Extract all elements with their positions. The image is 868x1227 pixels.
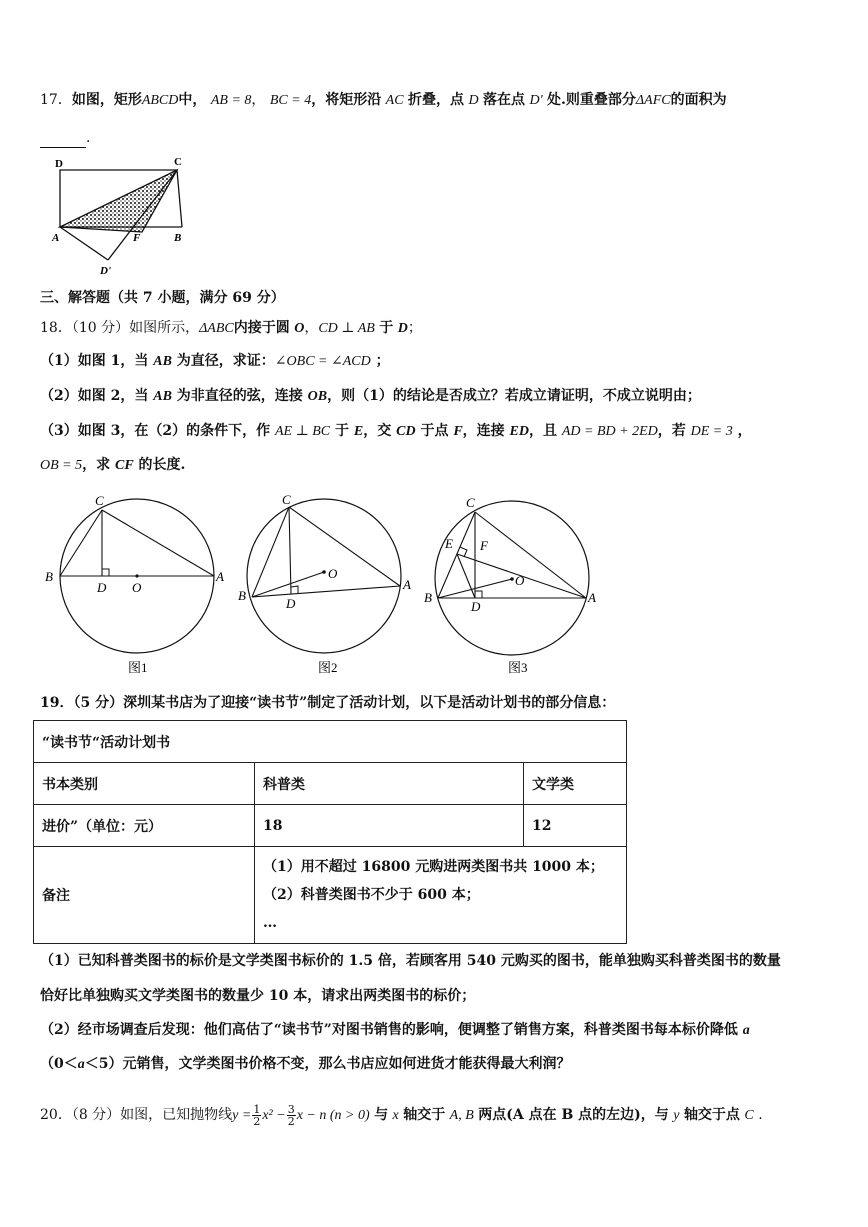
- svg-text:C: C: [466, 495, 475, 510]
- chord-ca: [289, 507, 400, 586]
- q20-text: 20．（8 分）如图，已知抛物线y = $\frac{1}{2}$ x² − $\frac{3}{2}$ x − n (n > 0) 与 x 轴交于 A, B 两点(A 点在 B 点的左边)，与 y 轴交于点 C .: [40, 1102, 763, 1128]
- segment-ed: [457, 554, 475, 598]
- fraction-three-halves: $\frac{3}{2}$: [287, 1102, 295, 1128]
- q19-part1-line2: 恰好比单独购买文学类图书的数量少 10 本，请求出两类图书的标价；: [40, 988, 476, 1004]
- q18-figure-3: [420, 490, 610, 680]
- label-C: C: [174, 156, 182, 168]
- svg-text:A: A: [588, 590, 596, 605]
- q17-answer-blank: [40, 133, 86, 148]
- caption-fig3: 图3: [508, 660, 528, 675]
- label-Dprime: D': [100, 265, 111, 277]
- right-angle-mark: [102, 569, 109, 576]
- center-o: [135, 574, 138, 577]
- svg-text:D: D: [97, 580, 107, 595]
- chord-ca: [475, 512, 586, 598]
- q19-intro: 19．（5 分）深圳某书店为了迎接“读书节”制定了活动计划，以下是活动计划书的部分信息：: [40, 695, 616, 711]
- svg-text:C: C: [282, 492, 291, 507]
- section-title: 三、解答题（共 7 小题，满分 69 分）: [40, 290, 285, 306]
- right-angle-mark: [291, 586, 298, 593]
- table-row: [34, 805, 627, 847]
- table-row: [34, 847, 627, 944]
- chord-ba: [252, 586, 400, 597]
- q18-part3-cont: OB = 5，求 CF 的长度.: [40, 457, 186, 473]
- svg-text:O: O: [132, 580, 142, 595]
- note-item: （2）科普类图书不少于 600 本；: [263, 887, 480, 903]
- q19-part1-line1: （1）已知科普类图书的标价是文学类图书标价的 1.5 倍，若顾客用 540 元购买的图书，能单独购买科普类图书的数量: [40, 953, 781, 969]
- caption-fig2: 图2: [318, 660, 338, 675]
- svg-text:F: F: [480, 538, 488, 553]
- q18-figure-2: [230, 490, 425, 680]
- note-item: （1）用不超过 16800 元购进两类图书共 1000 本；: [263, 859, 604, 875]
- activity-plan-table: [33, 720, 627, 944]
- right-angle-mark-d: [475, 591, 482, 598]
- q17-text: 17．如图，矩形ABCD中， AB = 8， BC = 4，将矩形沿 AC 折叠，点 D 落在点 D' 处.则重叠部分ΔAFC的面积为: [40, 92, 727, 108]
- svg-text:A: A: [216, 569, 224, 584]
- svg-text:E: E: [445, 536, 453, 551]
- svg-text:C: C: [95, 493, 104, 508]
- note-item: …: [263, 915, 277, 931]
- label-B: B: [174, 232, 182, 244]
- label-A: A: [52, 232, 60, 244]
- table-row: [34, 763, 627, 805]
- chord-bc: [60, 510, 102, 576]
- table-cell: 文学类: [524, 763, 627, 805]
- q18-figure-1: [40, 490, 230, 680]
- table-title: “读书节“活动计划书: [34, 721, 627, 763]
- fold-ad: [60, 227, 108, 260]
- circle-2: [247, 499, 401, 653]
- q19-part2-line1: （2）经市场调查后发现：他们高估了“读书节”对图书销售的影响，便调整了销售方案，科普类图书每本标价降低 a: [40, 1022, 750, 1038]
- caption-fig1: 图1: [128, 660, 148, 675]
- segment-ob: [252, 572, 324, 597]
- svg-text:B: B: [45, 569, 53, 584]
- table-cell: 书本类别: [34, 763, 255, 805]
- rect-side-cb: [177, 170, 182, 227]
- q18-intro: 18．（10 分）如图所示，ΔABC内接于圆 O，CD ⊥ AB 于 D；: [40, 320, 422, 336]
- svg-text:O: O: [515, 573, 525, 588]
- table-cell: 12: [524, 805, 627, 847]
- q18-part1: （1）如图 1，当 AB 为直径，求证：∠OBC = ∠ACD ；: [40, 353, 390, 369]
- svg-text:B: B: [424, 590, 432, 605]
- q17-figure: [50, 150, 200, 278]
- table-cell: 18: [255, 805, 524, 847]
- altitude-cd: [289, 507, 291, 594]
- table-cell: 备注: [34, 847, 255, 944]
- q18-part2: （2）如图 2，当 AB 为非直径的弦，连接 OB，则（1）的结论是否成立？若成立请证明，不成立说明由；: [40, 388, 701, 404]
- table-cell: 科普类: [255, 763, 524, 805]
- overlap-triangle: [60, 170, 177, 232]
- center-o: [322, 570, 326, 574]
- svg-text:B: B: [238, 588, 246, 603]
- q19-part2-line2: （0＜a＜5）元销售，文学类图书价格不变，那么书店应如何进货才能获得最大利润？: [40, 1056, 571, 1072]
- q18-part3: （3）如图 3，在（2）的条件下，作 AE ⊥ BC 于 E，交 CD 于点 F，连接 ED，且 AD = BD + 2ED，若 DE = 3 ，: [40, 423, 752, 439]
- center-o: [510, 577, 514, 581]
- svg-text:D: D: [471, 599, 481, 614]
- q17-answer-line: .: [40, 128, 90, 148]
- chord-ca: [102, 510, 214, 576]
- svg-text:A: A: [403, 577, 411, 592]
- svg-text:O: O: [328, 566, 338, 581]
- table-cell: 进价”（单位：元）: [34, 805, 255, 847]
- fraction-one-half: $\frac{1}{2}$: [253, 1102, 261, 1128]
- q17-number: 17．: [40, 92, 72, 108]
- table-notes-cell: [255, 847, 627, 944]
- label-F: F: [133, 232, 141, 244]
- svg-text:D: D: [286, 596, 296, 611]
- label-D: D: [55, 158, 63, 170]
